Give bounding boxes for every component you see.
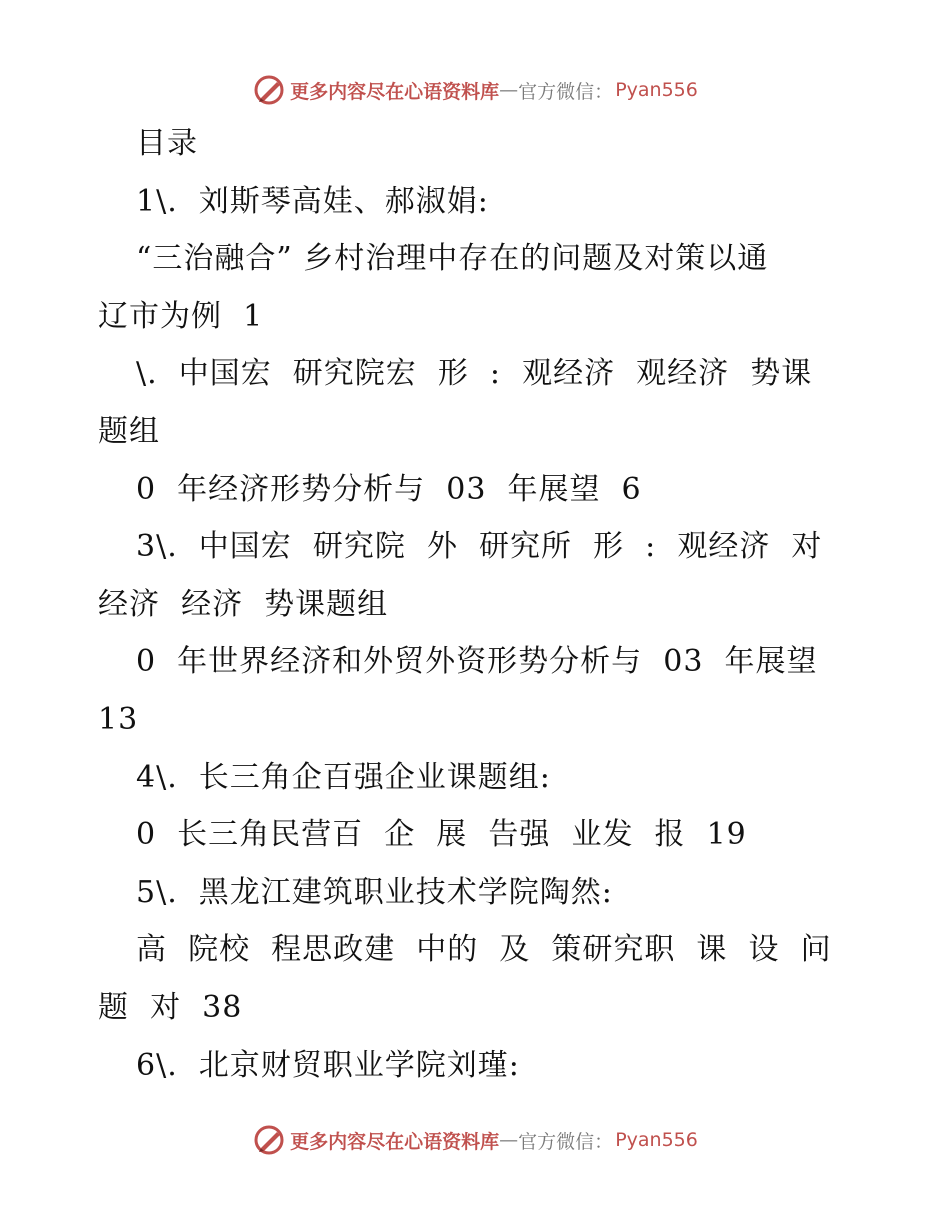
toc-line: 0 长三角民营百 企 展 告强 业发 报 19 [136, 817, 747, 853]
toc-line: 3\. 中国宏 研究院 外 研究所 形 : 观经济 对 [136, 529, 823, 565]
pen-logo-icon [252, 73, 286, 107]
toc-line: 0 年经济形势分析与 03 年展望 6 [136, 471, 642, 507]
toc-line: 1\. 刘斯琴高娃、郝淑娟: [136, 183, 489, 219]
banner-wechat-label: 官方微信： [518, 80, 614, 103]
toc-line: 6\. 北京财贸职业学院刘瑾: [136, 1047, 520, 1083]
footer-banner [0, 1120, 950, 1160]
table-of-contents [98, 115, 850, 1094]
banner-wechat-label: 官方微信： [518, 1130, 614, 1153]
banner-separator: — [499, 1129, 519, 1151]
toc-line: 经济 经济 势课题组 [98, 586, 389, 622]
toc-line: 高 院校 程思政建 中的 及 策研究职 课 设 问 [136, 932, 832, 968]
header-banner [0, 70, 950, 110]
toc-line: 题 对 38 [98, 989, 243, 1025]
toc-line: 辽市为例 1 [98, 298, 264, 334]
toc-line: 5\. 黑龙江建筑职业技术学院陶然: [136, 874, 613, 910]
banner-title: 更多内容尽在心语资料库 [290, 80, 500, 103]
banner-wechat-handle: Pyan556 [615, 1129, 698, 1151]
toc-line: 0 年世界经济和外贸外资形势分析与 03 年展望 [136, 644, 818, 680]
toc-line: 13 [98, 701, 139, 737]
toc-heading: 目录 [136, 126, 198, 161]
banner-title: 更多内容尽在心语资料库 [290, 1130, 500, 1153]
toc-line: 题组 [98, 413, 160, 449]
pen-logo-icon [252, 1123, 286, 1157]
toc-line: \. 中国宏 研究院宏 形 : 观经济 观经济 势课 [136, 356, 813, 392]
banner-wechat-handle: Pyan556 [615, 79, 698, 101]
toc-line: “三治融合” 乡村治理中存在的问题及对策以通 [136, 241, 769, 277]
banner-separator: — [499, 79, 519, 101]
toc-line: 4\. 长三角企百强企业课题组: [136, 759, 551, 795]
